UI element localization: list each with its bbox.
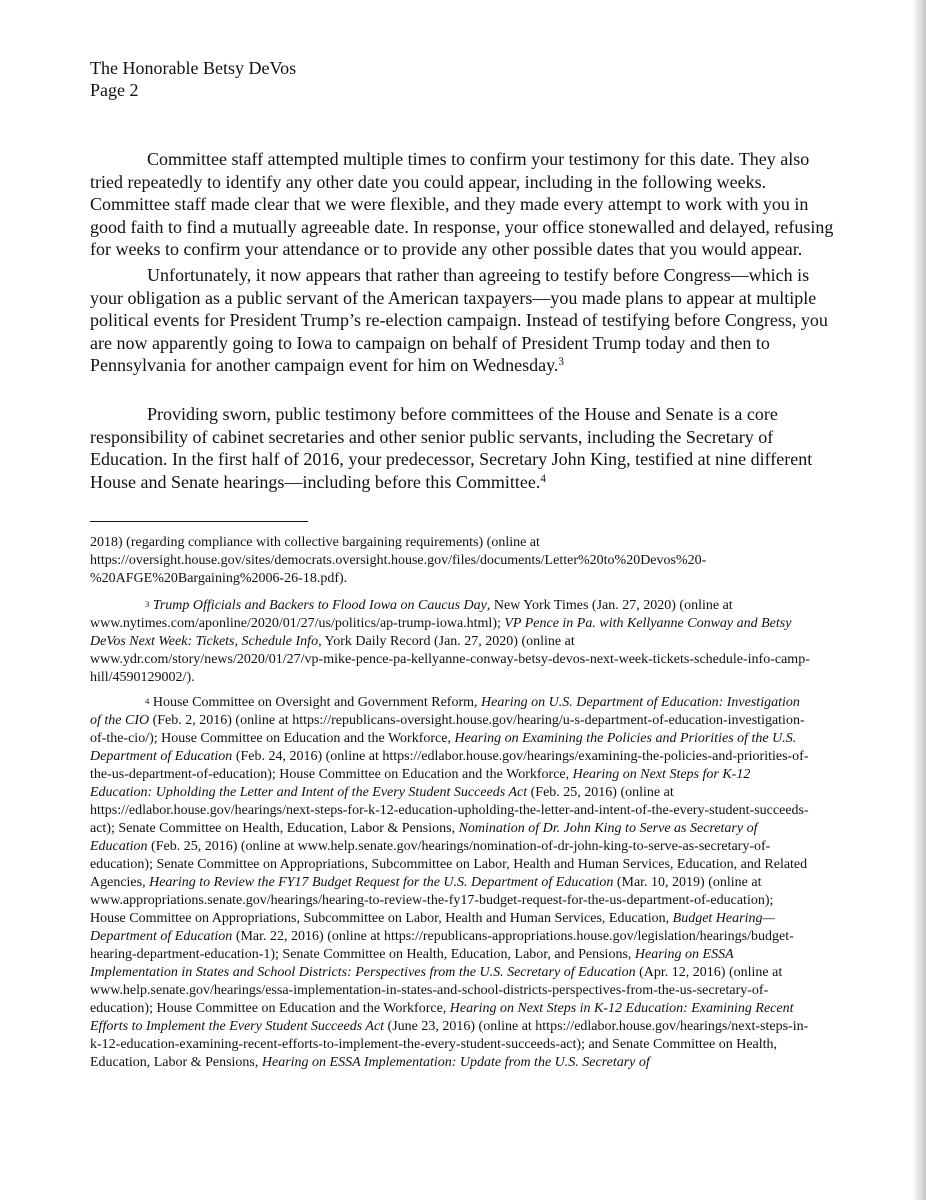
page-edge-shadow	[912, 0, 926, 1200]
footnote-ref-4: 4	[540, 472, 546, 485]
citation-title: VP Pence in Pa. with Kellyanne Conway and Betsy DeVos Next Week: Tickets, Schedule Info	[90, 616, 792, 649]
addressee-line: The Honorable Betsy DeVos	[90, 58, 297, 78]
citation-text: (Feb. 24, 2016) (online at https://edlabor.house.gov/hearings/examining-the-policies-and-priorities-of-the-us-department-of-education); House Committee on Education and the Workforce,	[90, 749, 809, 782]
paragraph-text: Committee staff attempted multiple times to confirm your testimony for this date. They also tried repeatedly to identify any other date you could appear, including in the following weeks. Committee staff made clear that we were flexible, and they made every attempt to work with you in good faith to find a mutually agreeable date. In response, your office stonewalled and delayed, refusing for weeks to confirm your attendance or to provide any other possible dates that you would appear.	[90, 149, 834, 259]
citation-text: , New York Times (Jan. 27, 2020) (online at www.nytimes.com/aponline/2020/01/27/us/politics/ap-trump-iowa.html);	[90, 598, 733, 631]
citation-text: (June 23, 2016) (online at https://edlabor.house.gov/hearings/next-steps-in-k-12-education-examining-recent-efforts-to-implement-the-every-student-succeeds-act); and Senate Committee on Health, Education, Labor & Pensions,	[90, 1019, 809, 1070]
footnote-continued	[90, 534, 810, 588]
paragraph-text: Providing sworn, public testimony before committees of the House and Senate is a core responsibility of cabinet secretaries and other senior public servants, including the Secretary of Education. In the first half of 2016, your predecessor, Secretary John King, testified at nine different House and Senate hearings—including before this Committee.	[90, 404, 813, 492]
citation-text: (Apr. 12, 2016) (online at www.help.senate.gov/hearings/essa-implementation-in-states-and-school-districts-perspectives-from-the-us-secretary-of-education); House Committee on Education and the Workforce,	[90, 965, 783, 1016]
citation-title: Hearing on Next Steps in K-12 Education: Examining Recent Efforts to Implement the Every Student Succeeds Act	[90, 1001, 794, 1034]
footnote-3	[90, 597, 810, 687]
citation-text: (Mar. 10, 2019) (online at www.appropriations.senate.gov/hearings/hearing-to-review-the-fy17-budget-request-for-the-us-department-of-education); House Committee on Appropriations, Subcommittee on Labor, Health and Human Services, Education,	[90, 875, 774, 926]
footnote-number: 4	[145, 696, 150, 706]
paragraph-campaign-events	[90, 264, 840, 377]
footnote-4	[90, 694, 810, 1072]
footnote-continued-text: 2018) (regarding compliance with collective bargaining requirements) (online at https://oversight.house.gov/sites/democrats.oversight.house.gov/files/documents/Letter%20to%20Devos%20-%20AFGE%20Bargaining%2006-26-18.pdf).	[90, 535, 707, 586]
page-number: Page 2	[90, 80, 139, 100]
citation-text: (Feb. 2, 2016) (online at https://republicans-oversight.house.gov/hearing/u-s-department-of-education-investigation-of-the-cio/); House Committee on Education and the Workforce,	[90, 713, 805, 746]
paragraph-text: Unfortunately, it now appears that rather than agreeing to testify before Congress—which is your obligation as a public servant of the American taxpayers—you made plans to appear at multiple political events for President Trump’s re-election campaign. Instead of testifying before Congress, you are now apparently going to Iowa to campaign on behalf of President Trump today and then to Pennsylvania for another campaign event for him on Wednesday.	[90, 265, 828, 375]
paragraph-staff-attempts	[90, 148, 840, 261]
footnote-separator	[90, 521, 308, 522]
citation-title: Hearing to Review the FY17 Budget Request for the U.S. Department of Education	[149, 875, 614, 890]
citation-text: (Feb. 25, 2016) (online at www.help.senate.gov/hearings/nomination-of-dr-john-king-to-serve-as-secretary-of-education); Senate Committee on Appropriations, Subcommittee on Labor, Health and Human Services, Education, and Related Agencies,	[90, 839, 808, 890]
citation-title: Budget Hearing—Department of Education	[90, 911, 775, 944]
citation-text: House Committee on Oversight and Government Reform,	[152, 695, 482, 710]
paragraph-sworn-testimony	[90, 403, 840, 493]
citation-text: (Mar. 22, 2016) (online at https://republicans-appropriations.house.gov/legislation/hearings/budget-hearing-department-education-1); Senate Committee on Health, Education, Labor, and Pensions,	[90, 929, 794, 962]
citation-title: Hearing on Examining the Policies and Priorities of the U.S. Department of Education	[90, 731, 797, 764]
citation-title: Hearing on ESSA Implementation in States and School Districts: Perspectives from the U.S. Secretary of Education	[90, 947, 734, 980]
citation-title: Hearing on ESSA Implementation: Update from the U.S. Secretary of	[261, 1055, 650, 1070]
citation-title: Hearing on Next Steps for K-12 Education: Upholding the Letter and Intent of the Every Student Succeeds Act	[90, 767, 751, 800]
footnote-ref-3: 3	[558, 356, 564, 368]
citation-title: Hearing on U.S. Department of Education: Investigation of the CIO	[90, 695, 800, 728]
citation-title: Trump Officials and Backers to Flood Iowa on Caucus Day	[152, 598, 487, 613]
citation-text: (Feb. 25, 2016) (online at https://edlabor.house.gov/hearings/next-steps-for-k-12-education-upholding-the-letter-and-intent-of-the-every-student-succeeds-act); Senate Committee on Health, Education, Labor & Pensions,	[90, 785, 809, 836]
letter-header	[90, 57, 296, 101]
citation-text: , York Daily Record (Jan. 27, 2020) (online at www.ydr.com/story/news/2020/01/27/vp-mike-pence-pa-kellyanne-conway-betsy-devos-next-week-tickets-schedule-info-camp-hill/4590129002/).	[90, 634, 810, 685]
footnote-number: 3	[145, 599, 150, 609]
citation-title: Nomination of Dr. John King to Serve as Secretary of Education	[90, 821, 758, 854]
